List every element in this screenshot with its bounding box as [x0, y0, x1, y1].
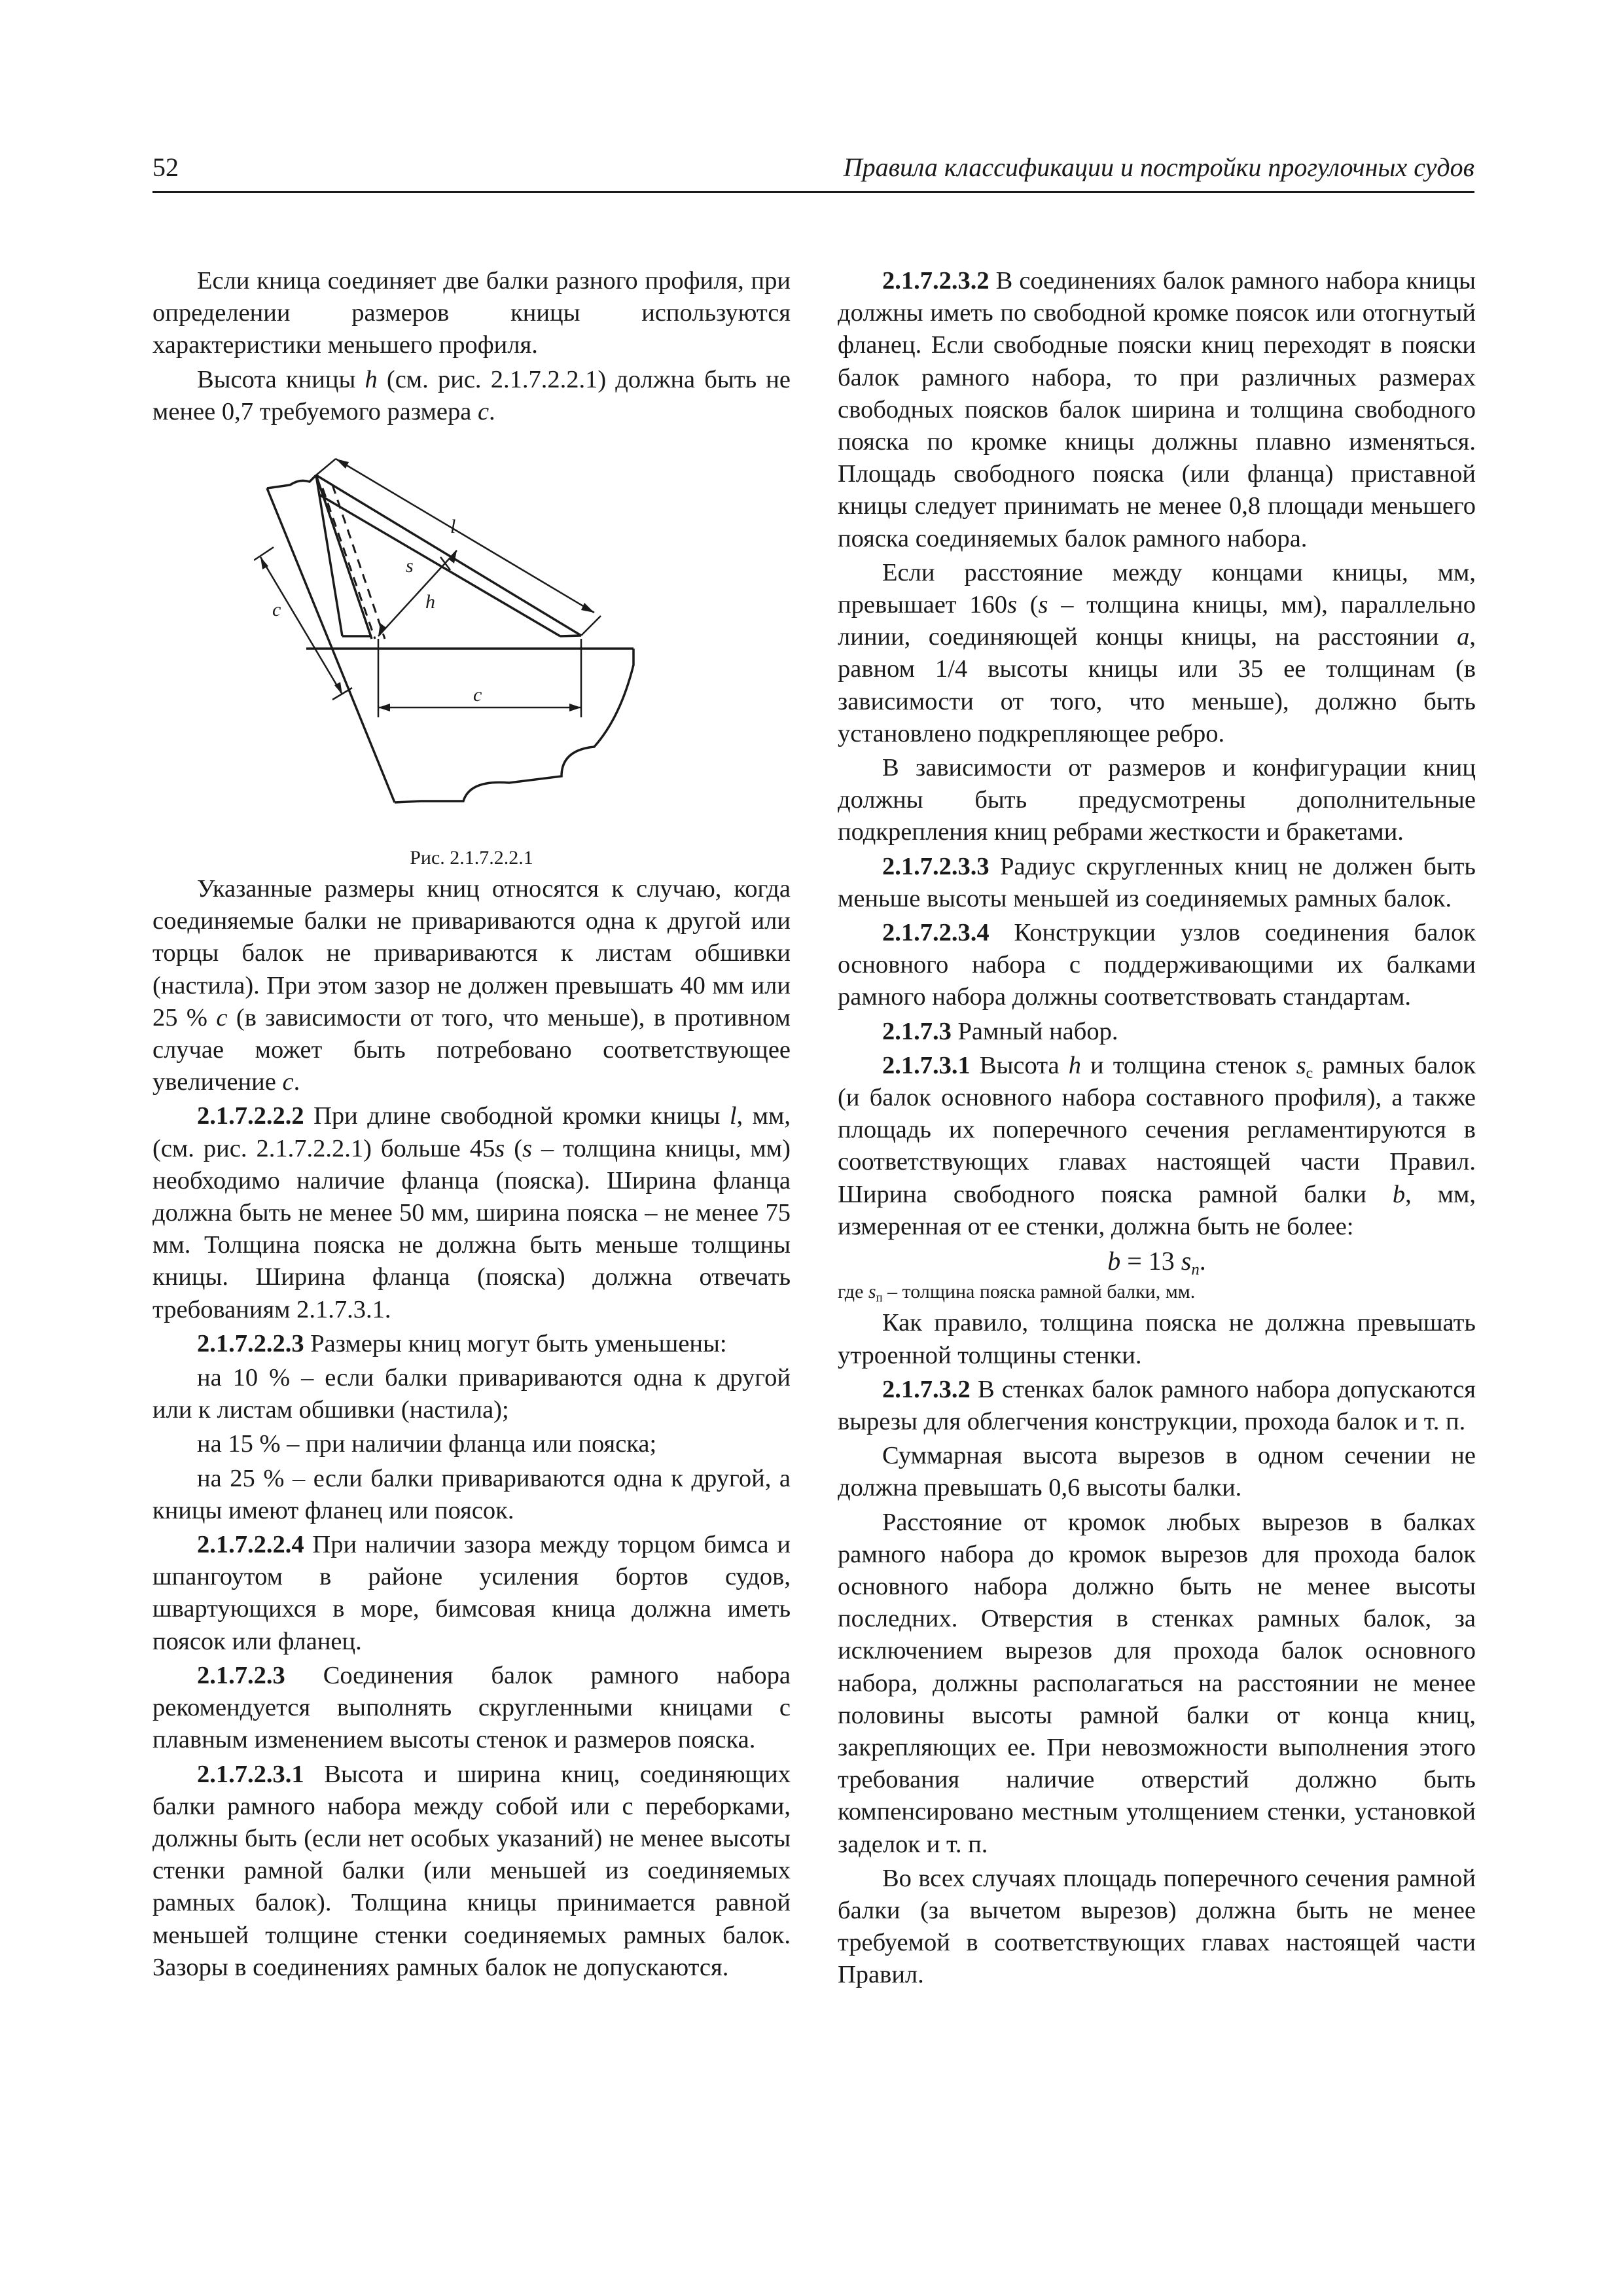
paragraph: 2.1.7.2.3.4 Конструкции узлов соединения балок основного набора с поддерживающими их балками рамного набора должны соответствовать стандартам.	[838, 919, 1476, 1011]
knee-bracket-diagram	[254, 442, 712, 835]
left-column	[152, 265, 791, 1986]
label-l: l	[450, 516, 456, 538]
paragraph: Если кница соединяет две балки разного профиля, при определении размеров кницы используются характеристики меньшего профиля.	[152, 267, 791, 359]
label-c-bottom: c	[473, 684, 482, 706]
page-header	[152, 152, 1474, 192]
label-h: h	[425, 591, 435, 613]
header-rule	[152, 191, 1474, 193]
section-heading: 2.1.7.3 Рамный набор.	[882, 1017, 1118, 1045]
page-number: 52	[152, 152, 179, 182]
paragraph: 2.1.7.2.3.3 Радиус скругленных книц не должен быть меньше высоты меньшей из соединяемых рамных балок.	[838, 852, 1476, 912]
paragraph: Суммарная высота вырезов в одном сечении не должна превышать 0,6 высоты балки.	[838, 1442, 1476, 1502]
paragraph: Если расстояние между концами кницы, мм, превышает 160s (s – толщина кницы, мм), параллельно линии, соединяющей концы кницы, на расстоянии a, равном 1/4 высоты кницы или 35 ее толщинам (в зависимости от того, что меньше), должно быть установлено подкрепляющее ребро.	[838, 558, 1476, 747]
paragraph: 2.1.7.2.2.4 При наличии зазора между торцом бимса и шпангоутом в районе усиления бортов судов, швартующихся в море, бимсовая кница должна иметь поясок или фланец.	[152, 1531, 791, 1655]
label-s: s	[406, 555, 414, 577]
formula: b = 13 $s_п$.	[1107, 1246, 1206, 1279]
paragraph: 2.1.7.3.2 В стенках балок рамного набора допускаются вырезы для облегчения конструкции, прохода балок и т. п.	[838, 1375, 1476, 1435]
paragraph: 2.1.7.3.1 Высота h и толщина стенок $s_c$ рамных балок (и балок основного набора составного профиля), а также площадь их поперечного сечения регламентируются в соответствующих главах настоящей части Правил. Ширина свободного пояска рамной балки b, мм, измеренная от ее стенки, должна быть не более:	[838, 1051, 1476, 1240]
paragraph: 2.1.7.2.3.1 Высота и ширина книц, соединяющих балки рамного набора между собой или с переборками, должны быть (если нет особых указаний) не менее высоты стенки рамной балки (или меньшей из соединяемых рамных балок). Толщина кницы принимается равной меньшей толщине стенки соединяемых рамных балок. Зазоры в соединениях рамных балок не допускаются.	[152, 1760, 791, 1981]
figure-knee-bracket	[152, 442, 791, 845]
list-item: на 10 % – если балки привариваются одна к другой или к листам обшивки (настила);	[152, 1364, 791, 1424]
paragraph: Как правило, толщина пояска не должна превышать утроенной толщины стенки.	[838, 1309, 1476, 1369]
paragraph: В зависимости от размеров и конфигурации книц должны быть предусмотрены дополнительные подкрепления книц ребрами жесткости и бракетами.	[838, 754, 1476, 846]
paragraph: 2.1.7.2.3.2 В соединениях балок рамного набора кницы должны иметь по свободной кромке поясок или отогнутый фланец. Если свободные пояски книц переходят в пояски балок рамного набора, то при различных размерах свободных поясков балок ширина и толщина свободного пояска по кромке кницы должны плавно изменяться. Площадь свободного пояска (или фланца) приставной кницы следует принимать не менее 0,8 площади меньшего пояска соединяемых балок рамного набора.	[838, 267, 1476, 552]
list-item: на 25 % – если балки привариваются одна к другой, а кницы имеют фланец или поясок.	[152, 1464, 791, 1524]
figure-caption: Рис. 2.1.7.2.2.1	[410, 847, 533, 869]
list-item: на 15 % – при наличии фланца или пояска;	[197, 1430, 657, 1458]
paragraph: Высота кницы h (см. рис. 2.1.7.2.2.1) должна быть не менее 0,7 требуемого размера c.	[152, 365, 791, 425]
paragraph: Во всех случаях площадь поперечного сечения рамной балки (за вычетом вырезов) должна быть не менее требуемой в соответствующих главах настоящей части Правил.	[838, 1864, 1476, 1989]
paragraph: 2.1.7.2.2.3 Размеры книц могут быть уменьшены:	[197, 1329, 727, 1357]
paragraph: 2.1.7.2.3 Соединения балок рамного набора рекомендуется выполнять скругленными кницами с плавным изменением высоты стенок и размеров пояска.	[152, 1661, 791, 1754]
label-c-side: c	[272, 599, 281, 621]
running-title: Правила классификации и постройки прогулочных судов	[843, 152, 1474, 182]
paragraph: Расстояние от кромок любых вырезов в балках рамного набора до кромок вырезов для прохода балок основного набора должно быть не менее высоты последних. Отверстия в стенках рамных балок, за исключением вырезов для прохода балок основного набора, должны располагаться на расстоянии не менее половины высоты рамной балки от конца книц, закрепляющих ее. При невозможности выполнения этого требования наличие отверстий должно быть компенсировано местным утолщением стенки, установкой заделок и т. п.	[838, 1508, 1476, 1858]
formula-legend: где $s_п$ – толщина пояска рамной балки, мм.	[838, 1281, 1196, 1305]
paragraph: Указанные размеры книц относятся к случаю, когда соединяемые балки не привариваются одна к другой или торцы балок не привариваются к листам обшивки (настила). При этом зазор не должен превышать 40 мм или 25 % c (в зависимости от того, что меньше), в противном случае может быть потребовано соответствующее увеличение c.	[152, 875, 791, 1096]
paragraph: 2.1.7.2.2.2 При длине свободной кромки кницы l, мм, (см. рис. 2.1.7.2.2.1) больше 45s (s – толщина кницы, мм) необходимо наличие фланца (пояска). Ширина фланца должна быть не менее 50 мм, ширина пояска – не менее 75 мм. Толщина пояска не должна быть меньше толщины кницы. Ширина фланца (пояска) должна отвечать требованиям 2.1.7.3.1.	[152, 1102, 791, 1323]
right-column	[838, 265, 1476, 1994]
